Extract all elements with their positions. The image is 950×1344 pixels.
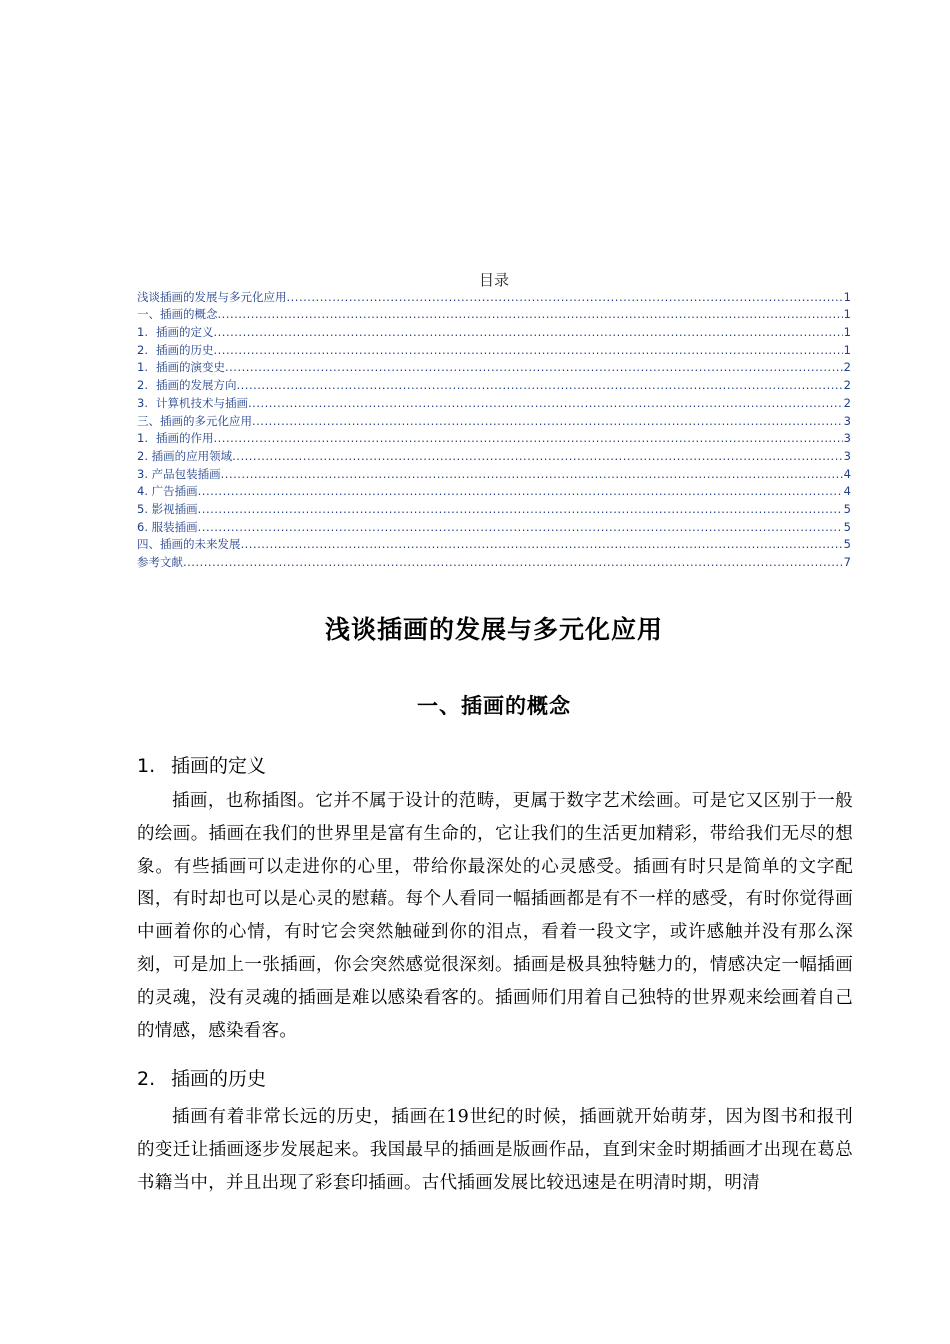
toc-entry-text: 6. 服装插画 [137,519,198,534]
toc-entry-page: 3 [843,413,851,428]
toc-entry-text: 参考文献 [137,555,183,569]
toc-entry-text: 5. 影视插画 [137,501,198,516]
toc-entry-text: 三、插画的多元化应用 [137,413,252,428]
toc-entry-page: 2 [843,395,851,410]
toc-entry-text: 插画的发展方向 [155,378,237,393]
toc-entry-text: 4. 广告插画 [137,484,198,499]
toc-leader-dots [213,342,842,359]
toc-leader-dots [213,430,842,447]
toc-entry[interactable] [137,323,851,341]
toc-entry[interactable] [137,430,851,448]
toc-entry-page: 3 [843,448,851,463]
paragraph-history: 插画有着非常长远的历史，插画在19世纪的时候，插画就开始萌芽，因为图书和报刊的变迁让插画逐步发展起来。我国最早的插画是版画作品，直到宋金时期插画才出现在葛总书籍当中，并且出现了彩套印插画。古代插画发展比较迅速是在明清时期，明清 [137,1107,853,1193]
toc-entry-text: 插画的演变史 [155,360,225,375]
toc-entry[interactable] [137,447,851,465]
toc-entry-text: 计算机技术与插画 [155,395,248,410]
toc-entry-number: 1. [137,325,148,340]
toc-entry-number: 1. [137,360,148,375]
toc-entry-text: 插画的定义 [155,325,214,340]
toc-entry[interactable] [137,306,851,324]
toc-leader-dots [236,377,842,394]
toc-entry-page: 3 [843,431,851,446]
toc-entry-page: 7 [843,555,851,569]
toc-leader-dots [183,554,843,571]
toc-entry-page: 1 [843,342,851,357]
toc-entry-text: 浅谈插画的发展与多元化应用 [137,289,287,304]
toc-entry-page: 1 [843,325,851,340]
document-title: 浅谈插画的发展与多元化应用 [324,615,663,644]
toc-entry-number: 2. [137,342,148,357]
toc-entry[interactable] [137,553,851,571]
toc-entry[interactable] [137,483,851,501]
toc-entry-page: 1 [843,307,851,322]
toc-leader-dots [248,395,843,412]
toc-leader-dots [198,483,843,500]
toc-entry-text: 2. 插画的应用领域 [137,448,233,463]
toc-entry-text: 一、插画的概念 [137,307,218,322]
toc-title: 目录 [478,271,509,289]
toc-leader-dots [221,466,843,483]
toc-entry-page: 1 [843,289,851,304]
toc-leader-dots [252,413,843,430]
toc-entry-text: 插画的作用 [155,431,214,446]
toc-entry[interactable] [137,376,851,394]
toc-entry-page: 5 [843,501,851,516]
toc-leader-dots [198,519,843,536]
toc-leader-dots [232,448,843,465]
toc-entry-page: 5 [843,537,851,552]
toc-entry-page: 2 [843,360,851,375]
subheading-definition [137,751,266,778]
table-of-contents [137,288,851,571]
paragraph-definition: 插画，也称插图。它并不属于设计的范畴，更属于数字艺术绘画。可是它又区别于一般的绘画。插画在我们的世界里是富有生命的，它让我们的生活更加精彩，带给我们无尽的想象。有些插画可以走进你的心里，带给你最深处的心灵感受。插画有时只是简单的文字配图，有时却也可以是心灵的慰藉。每个人看同一幅插画都是有不一样的感受，有时你觉得画中画着你的心情，有时它会突然触碰到你的泪点，看着一段文字，或许感触并没有那么深刻，可是加上一张插画，你会突然感觉很深刻。插画是极具独特魅力的，情感决定一幅插画的灵魂，没有灵魂的插画是难以感染看客的。插画师们用着自己独特的世界观来绘画着自己的情感，感染看客。 [137,791,853,1041]
toc-entry-number: 1. [137,431,148,446]
subheading-text: 插画的历史 [171,1068,267,1090]
toc-entry[interactable] [137,412,851,430]
subheading-number: 2. [137,1068,156,1090]
toc-entry-text: 3. 产品包装插画 [137,466,221,481]
toc-entry[interactable] [137,359,851,377]
subheading-history [137,1064,266,1091]
toc-entry[interactable] [137,500,851,518]
toc-entry-page: 4 [843,484,851,499]
toc-leader-dots [218,306,843,323]
toc-entry-page: 2 [843,378,851,393]
toc-leader-dots [241,536,843,553]
toc-entry-page: 5 [843,519,851,534]
toc-entry-page: 4 [843,466,851,481]
toc-entry[interactable] [137,465,851,483]
toc-entry-number: 2. [137,378,148,393]
toc-entry[interactable] [137,394,851,412]
toc-entry[interactable] [137,536,851,554]
toc-entry[interactable] [137,341,851,359]
toc-entry-number: 3. [137,395,148,410]
toc-entry[interactable] [137,288,851,306]
toc-leader-dots [213,324,842,341]
toc-leader-dots [287,289,843,306]
section-heading-concept: 一、插画的概念 [417,694,571,718]
toc-entry[interactable] [137,518,851,536]
toc-entry-text: 四、插画的未来发展 [137,537,241,552]
subheading-text: 插画的定义 [171,755,267,777]
toc-leader-dots [225,359,843,376]
toc-entry-text: 插画的历史 [155,342,214,357]
subheading-number: 1. [137,755,156,777]
toc-leader-dots [198,501,843,518]
